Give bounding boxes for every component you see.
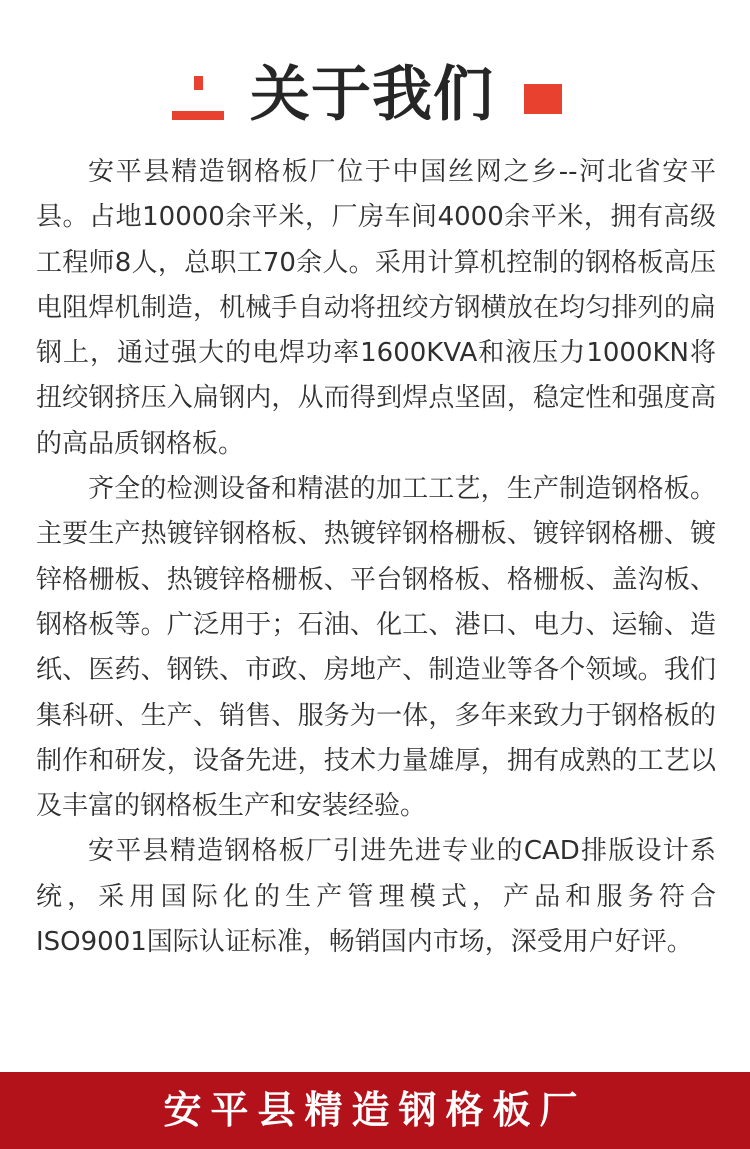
decoration-left-bump bbox=[194, 76, 203, 90]
title-decoration-right bbox=[524, 84, 562, 114]
paragraph-products: 齐全的检测设备和精湛的加工工艺，生产制造钢格板。主要生产热镀锌钢格板、热镀锌钢格栅板、镀锌钢格栅、镀锌格栅板、热镀锌格栅板、平台钢格板、格栅板、盖沟板、钢格板等。广泛用于；石油、化工、港口、电力、运输、造纸、医药、钢铁、市政、房地产、制造业等各个领域。我们集科研、生产、销售、服务为一体，多年来致力于钢格板的制作和研发，设备先进，技术力量雄厚，拥有成熟的工艺以及丰富的钢格板生产和安装经验。 bbox=[36, 474, 716, 822]
decoration-left-bar bbox=[172, 111, 224, 120]
section-header bbox=[0, 60, 750, 130]
paragraph-intro: 安平县精造钢格板厂位于中国丝网之乡--河北省安平县。占地10000余平米，厂房车间4000余平米，拥有高级工程师8人，总职工70余人。采用计算机控制的钢格板高压电阻焊机制造，机械手自动将扭绞方钢横放在均匀排列的扁钢上，通过强大的电焊功率1600KVA和液压力1000KN将扭绞钢挤压入扁钢内，从而得到焊点坚固，稳定性和强度高的高品质钢格板。 bbox=[36, 157, 716, 459]
about-content bbox=[36, 150, 716, 965]
footer-banner bbox=[0, 1072, 750, 1149]
paragraph-management: 安平县精造钢格板厂引进先进专业的CAD排版设计系统，采用国际化的生产管理模式，产品和服务符合ISO9001国际认证标准，畅销国内市场，深受用户好评。 bbox=[36, 836, 716, 958]
footer-company-name: 安平县精造钢格板厂 bbox=[163, 1088, 587, 1132]
page-title: 关于我们 bbox=[250, 60, 494, 130]
title-decoration-left bbox=[172, 76, 224, 120]
